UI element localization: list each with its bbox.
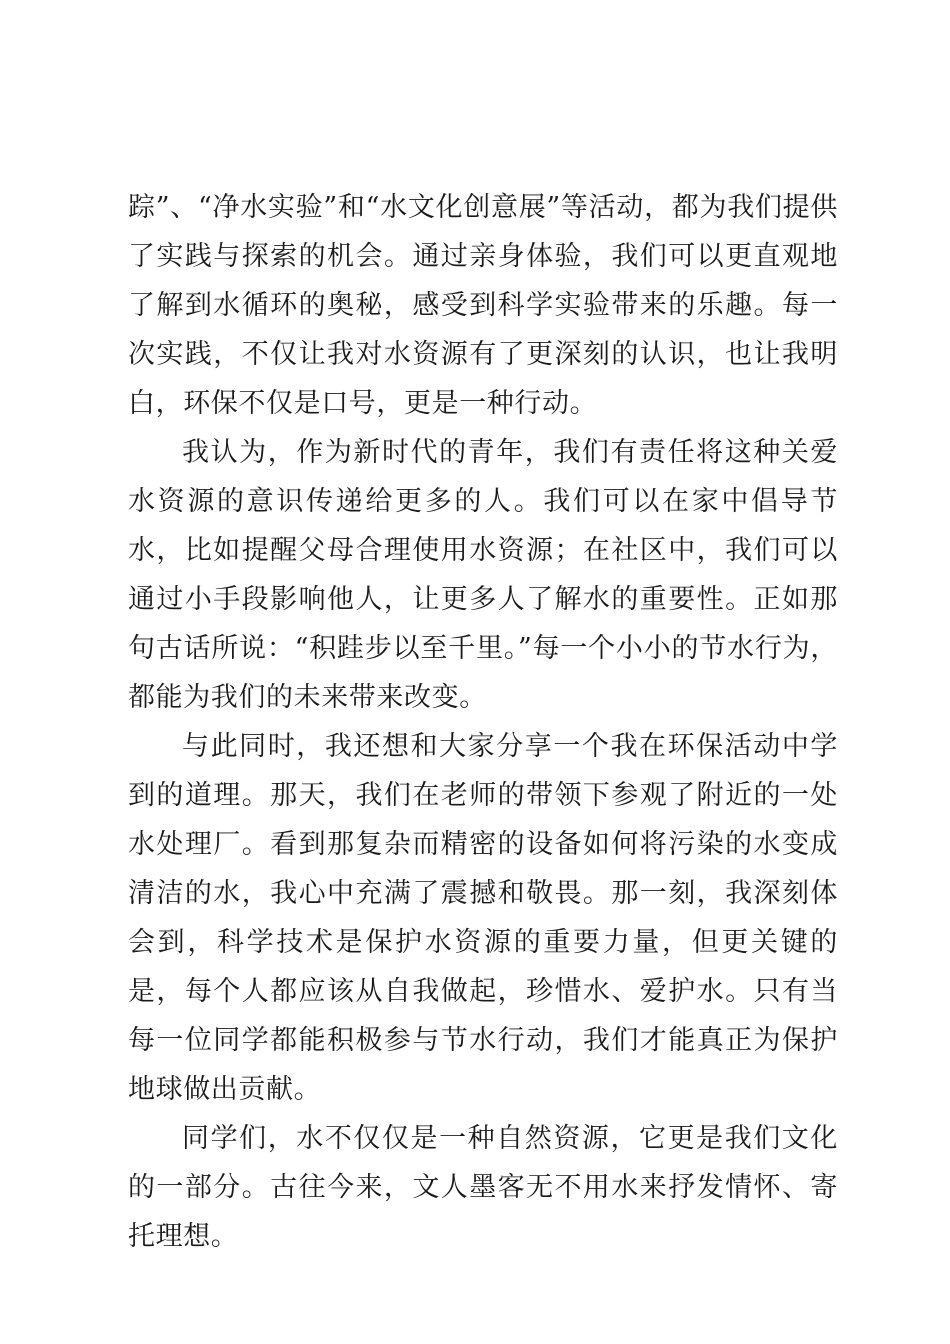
paragraph-2: 我认为，作为新时代的青年，我们有责任将这种关爱水资源的意识传递给更多的人。我们可以在家中倡导节水，比如提醒父母合理使用水资源；在社区中，我们可以通过小手段影响他人，让更多人了解水的重要性。正如那句古话所说：“积跬步以至千里。”每一个小小的节水行为，都能为我们的未来带来改变。 [128, 437, 838, 713]
paragraph-3: 与此同时，我还想和大家分享一个我在环保活动中学到的道理。那天，我们在老师的带领下参观了附近的一处水处理厂。看到那复杂而精密的设备如何将污染的水变成清洁的水，我心中充满了震撼和敬畏。那一刻，我深刻体会到，科学技术是保护水资源的重要力量，但更关键的是，每个人都应该从自我做起，珍惜水、爱护水。只有当每一位同学都能积极参与节水行动，我们才能真正为保护地球做出贡献。 [128, 731, 838, 1105]
paragraph-4: 同学们，水不仅仅是一种自然资源，它更是我们文化的一部分。古往今来，文人墨客无不用水来抒发情怀、寄托理想。 [128, 1123, 838, 1252]
body-text [128, 183, 838, 1261]
paragraph-1: 踪”、“净水实验”和“水文化创意展”等活动，都为我们提供了实践与探索的机会。通过亲身体验，我们可以更直观地了解到水循环的奥秘，感受到科学实验带来的乐趣。每一次实践，不仅让我对水资源有了更深刻的认识，也让我明白，环保不仅是口号，更是一种行动。 [128, 192, 838, 419]
